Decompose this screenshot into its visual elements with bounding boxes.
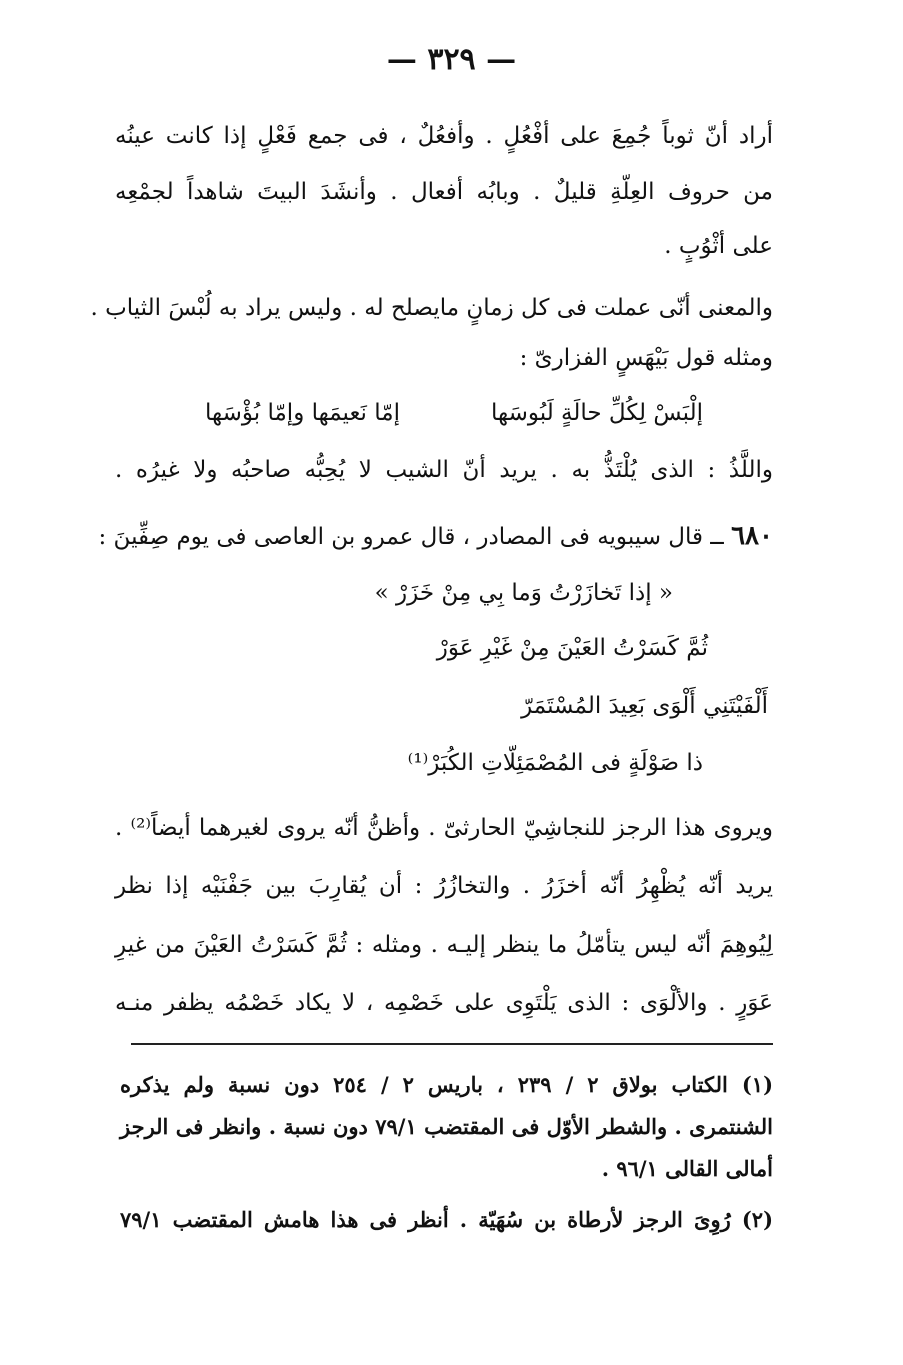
item-heading-line xyxy=(98,518,773,555)
body-line: أراد أنّ ثوباً جُمِعَ على أفْعُلٍ . وأفعُلٌ ، فى جمع فَعْلٍ إذا كانت عينُه xyxy=(115,123,773,149)
poem-line: ذا صَوْلَةٍ فى المُصْمَئِلّاتِ الكُبَرْ⁽¹⁾ xyxy=(407,750,703,776)
body-line: يريد أنّه يُظْهِرُ أنّه أخزَرُ . والتخازُرُ : أن يُقارِبَ بين جَفْنَيْه إذا نظر xyxy=(115,873,773,899)
page-number: — ٣٢٩ — xyxy=(386,42,517,77)
body-line: والمعنى أنّى عملت فى كل زمانٍ مايصلح له . وليس يراد به لُبْسَ الثياب . xyxy=(90,295,773,321)
body-line: لِيُوهِمَ أنّه ليس يتأمّلُ ما ينظر إليـه . ومثله : ثُمَّ كَسَرْتُ العَيْنَ من غيرِ xyxy=(115,932,773,958)
footnote-line: أمالى القالى ٩٦/١ . xyxy=(601,1156,773,1181)
footnote-line: (٢) رُوِىَ الرجز لأرطاة بن سُهَيّة . أنظر فى هذا هامش المقتضب ٧٩/١ xyxy=(120,1207,773,1232)
body-line: ومثله قول بَيْهَسٍ الفزارىّ : xyxy=(519,345,773,371)
footnote-separator xyxy=(131,1043,773,1045)
body-line: ويروى هذا الرجز للنجاشِيّ الحارثىّ . وأظنُّ أنّه يروى لغيرهما أيضاً⁽²⁾ . xyxy=(115,815,773,841)
body-line: على أثْوُبٍ . xyxy=(664,233,773,259)
item-number: ٦٨٠ xyxy=(731,521,773,551)
body-line: واللَّذُ : الذى يُلْتَذُّ به . يريد أنّ الشيب لا يُحِبُّه صاحبُه ولا غيرُه . xyxy=(115,457,773,483)
footnote-line: (١) الكتاب بولاق ٢ / ٢٣٩ ، باريس ٢ / ٢٥٤ دون نسبة ولم يذكره xyxy=(120,1072,774,1097)
body-line: من حروف العِلّةِ قليلٌ . وبابُه أفعال . وأنشَدَ البيتَ شاهداً لجمْعِه xyxy=(115,179,773,205)
item-intro: ــ قال سيبويه فى المصادر ، قال عمرو بن العاصى فى يوم صِفِّينَ : xyxy=(98,524,724,550)
body-line: عَوَرٍ . والألْوَى : الذى يَلْتَوِى على خَصْمِه ، لا يكاد خَصْمُه يظفر منـه xyxy=(115,990,773,1016)
poem-line: ثُمَّ كَسَرْتُ العَيْنَ مِنْ غَيْرِ عَوَرْ xyxy=(436,635,708,661)
footnote-line: الشنتمرى . والشطر الأوّل فى المقتضب ٧٩/١ دون نسبة . وانظر فى الرجز xyxy=(120,1114,773,1139)
verse-hemistich-second: إمّا نَعيمَها وإمّا بُؤْسَها xyxy=(205,400,400,426)
poem-line: « إذا تَخازَرْتُ وَما بِي مِنْ خَزَرْ » xyxy=(374,580,673,606)
verse-hemistich-first: إلْبَسْ لِكُلِّ حالَةٍ لَبُوسَها xyxy=(491,400,703,426)
poem-line: أَلْفَيْتَنِي أَلْوَى بَعِيدَ المُسْتَمَرّ xyxy=(521,693,768,719)
